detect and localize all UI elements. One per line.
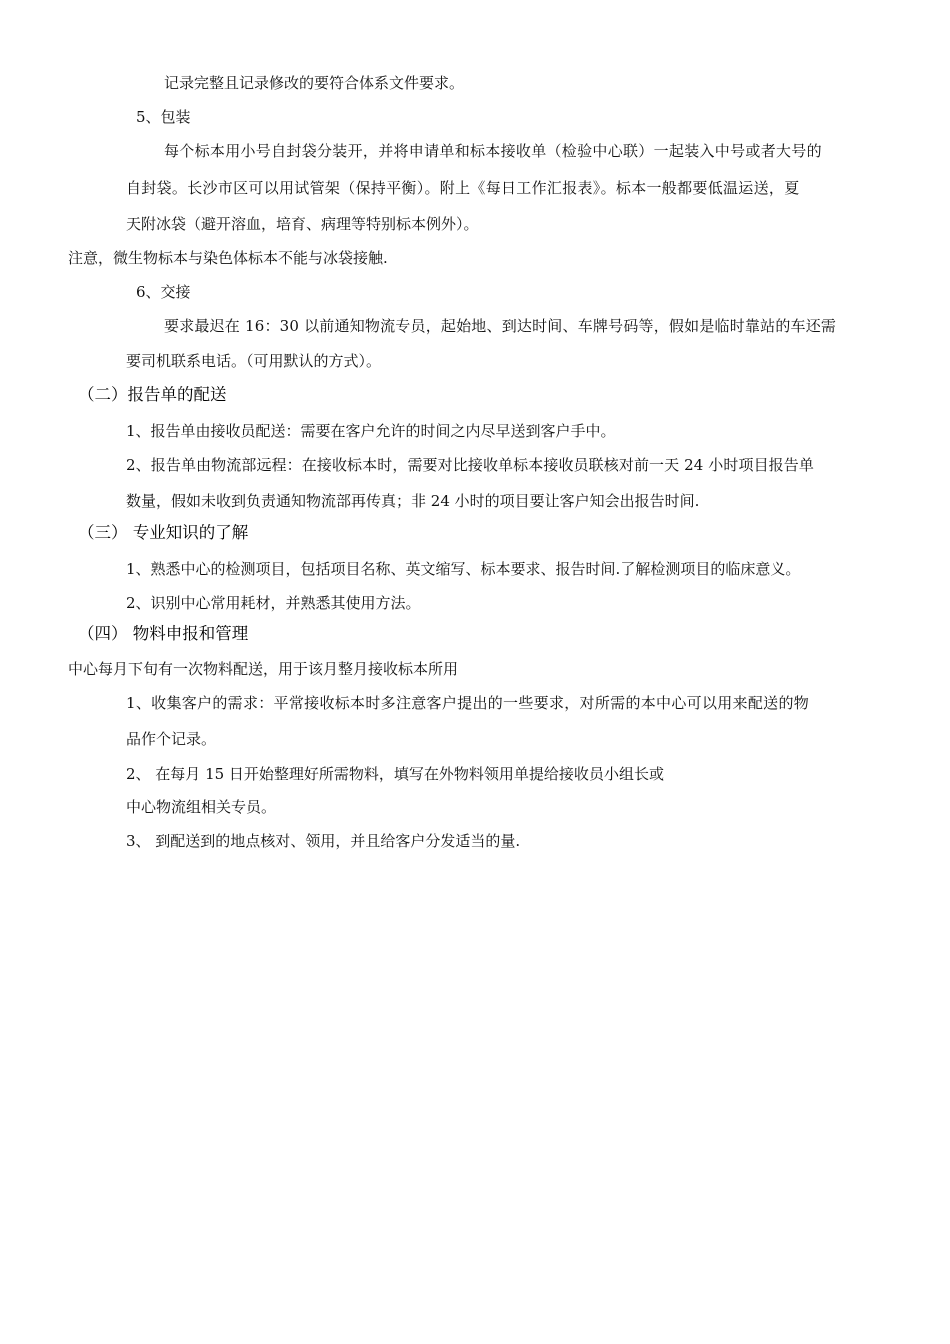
- paragraph-line: 1、收集客户的需求：平常接收标本时多注意客户提出的一些要求，对所需的本中心可以用来配送的物: [126, 694, 810, 712]
- paragraph-line: 2、 在每月 15 日开始整理好所需物料，填写在外物料领用单提给接收员小组长或: [126, 765, 664, 783]
- section-heading: （四） 物料申报和管理: [78, 624, 249, 643]
- paragraph-line: 数量，假如未收到负责通知物流部再传真；非 24 小时的项目要让客户知会出报告时间.: [126, 492, 700, 510]
- paragraph-line: 每个标本用小号自封袋分装开，并将申请单和标本接收单（检验中心联）一起装入中号或者大号的: [164, 142, 822, 160]
- paragraph-line: 品作个记录。: [126, 730, 217, 748]
- item-heading: 6、交接: [136, 283, 191, 301]
- paragraph-line: 1、熟悉中心的检测项目，包括项目名称、英文缩写、标本要求、报告时间.了解检测项目的临床意义。: [126, 560, 801, 578]
- paragraph-line: 2、识别中心常用耗材，并熟悉其使用方法。: [126, 594, 421, 612]
- paragraph-line: 2、报告单由物流部远程：在接收标本时，需要对比接收单标本接收员联核对前一天 24 小时项目报告单: [126, 456, 814, 474]
- paragraph-line: 自封袋。长沙市区可以用试管架（保持平衡）。附上《每日工作汇报表》。标本一般都要低温运送，夏: [126, 179, 800, 197]
- item-heading: 5、包装: [136, 108, 191, 126]
- text-line: 记录完整且记录修改的要符合体系文件要求。: [164, 74, 465, 92]
- paragraph-line: 中心物流组相关专员。: [126, 798, 277, 816]
- paragraph-line: 要司机联系电话。（可用默认的方式）。: [126, 352, 382, 370]
- paragraph-line: 1、报告单由接收员配送：需要在客户允许的时间之内尽早送到客户手中。: [126, 422, 616, 440]
- paragraph-line: 中心每月下旬有一次物料配送，用于该月整月接收标本所用: [68, 660, 459, 678]
- paragraph-line: 要求最迟在 16：30 以前通知物流专员，起始地、到达时间、车牌号码等，假如是临时靠站的车还需: [164, 317, 837, 335]
- section-heading: （三） 专业知识的了解: [78, 523, 249, 542]
- paragraph-line: 天附冰袋（避开溶血，培育、病理等特别标本例外）。: [126, 215, 479, 233]
- paragraph-line: 3、 到配送到的地点核对、领用，并且给客户分发适当的量.: [126, 832, 521, 850]
- section-heading: （二）报告单的配送: [78, 385, 227, 404]
- note-line: 注意，微生物标本与染色体标本不能与冰袋接触.: [68, 249, 388, 267]
